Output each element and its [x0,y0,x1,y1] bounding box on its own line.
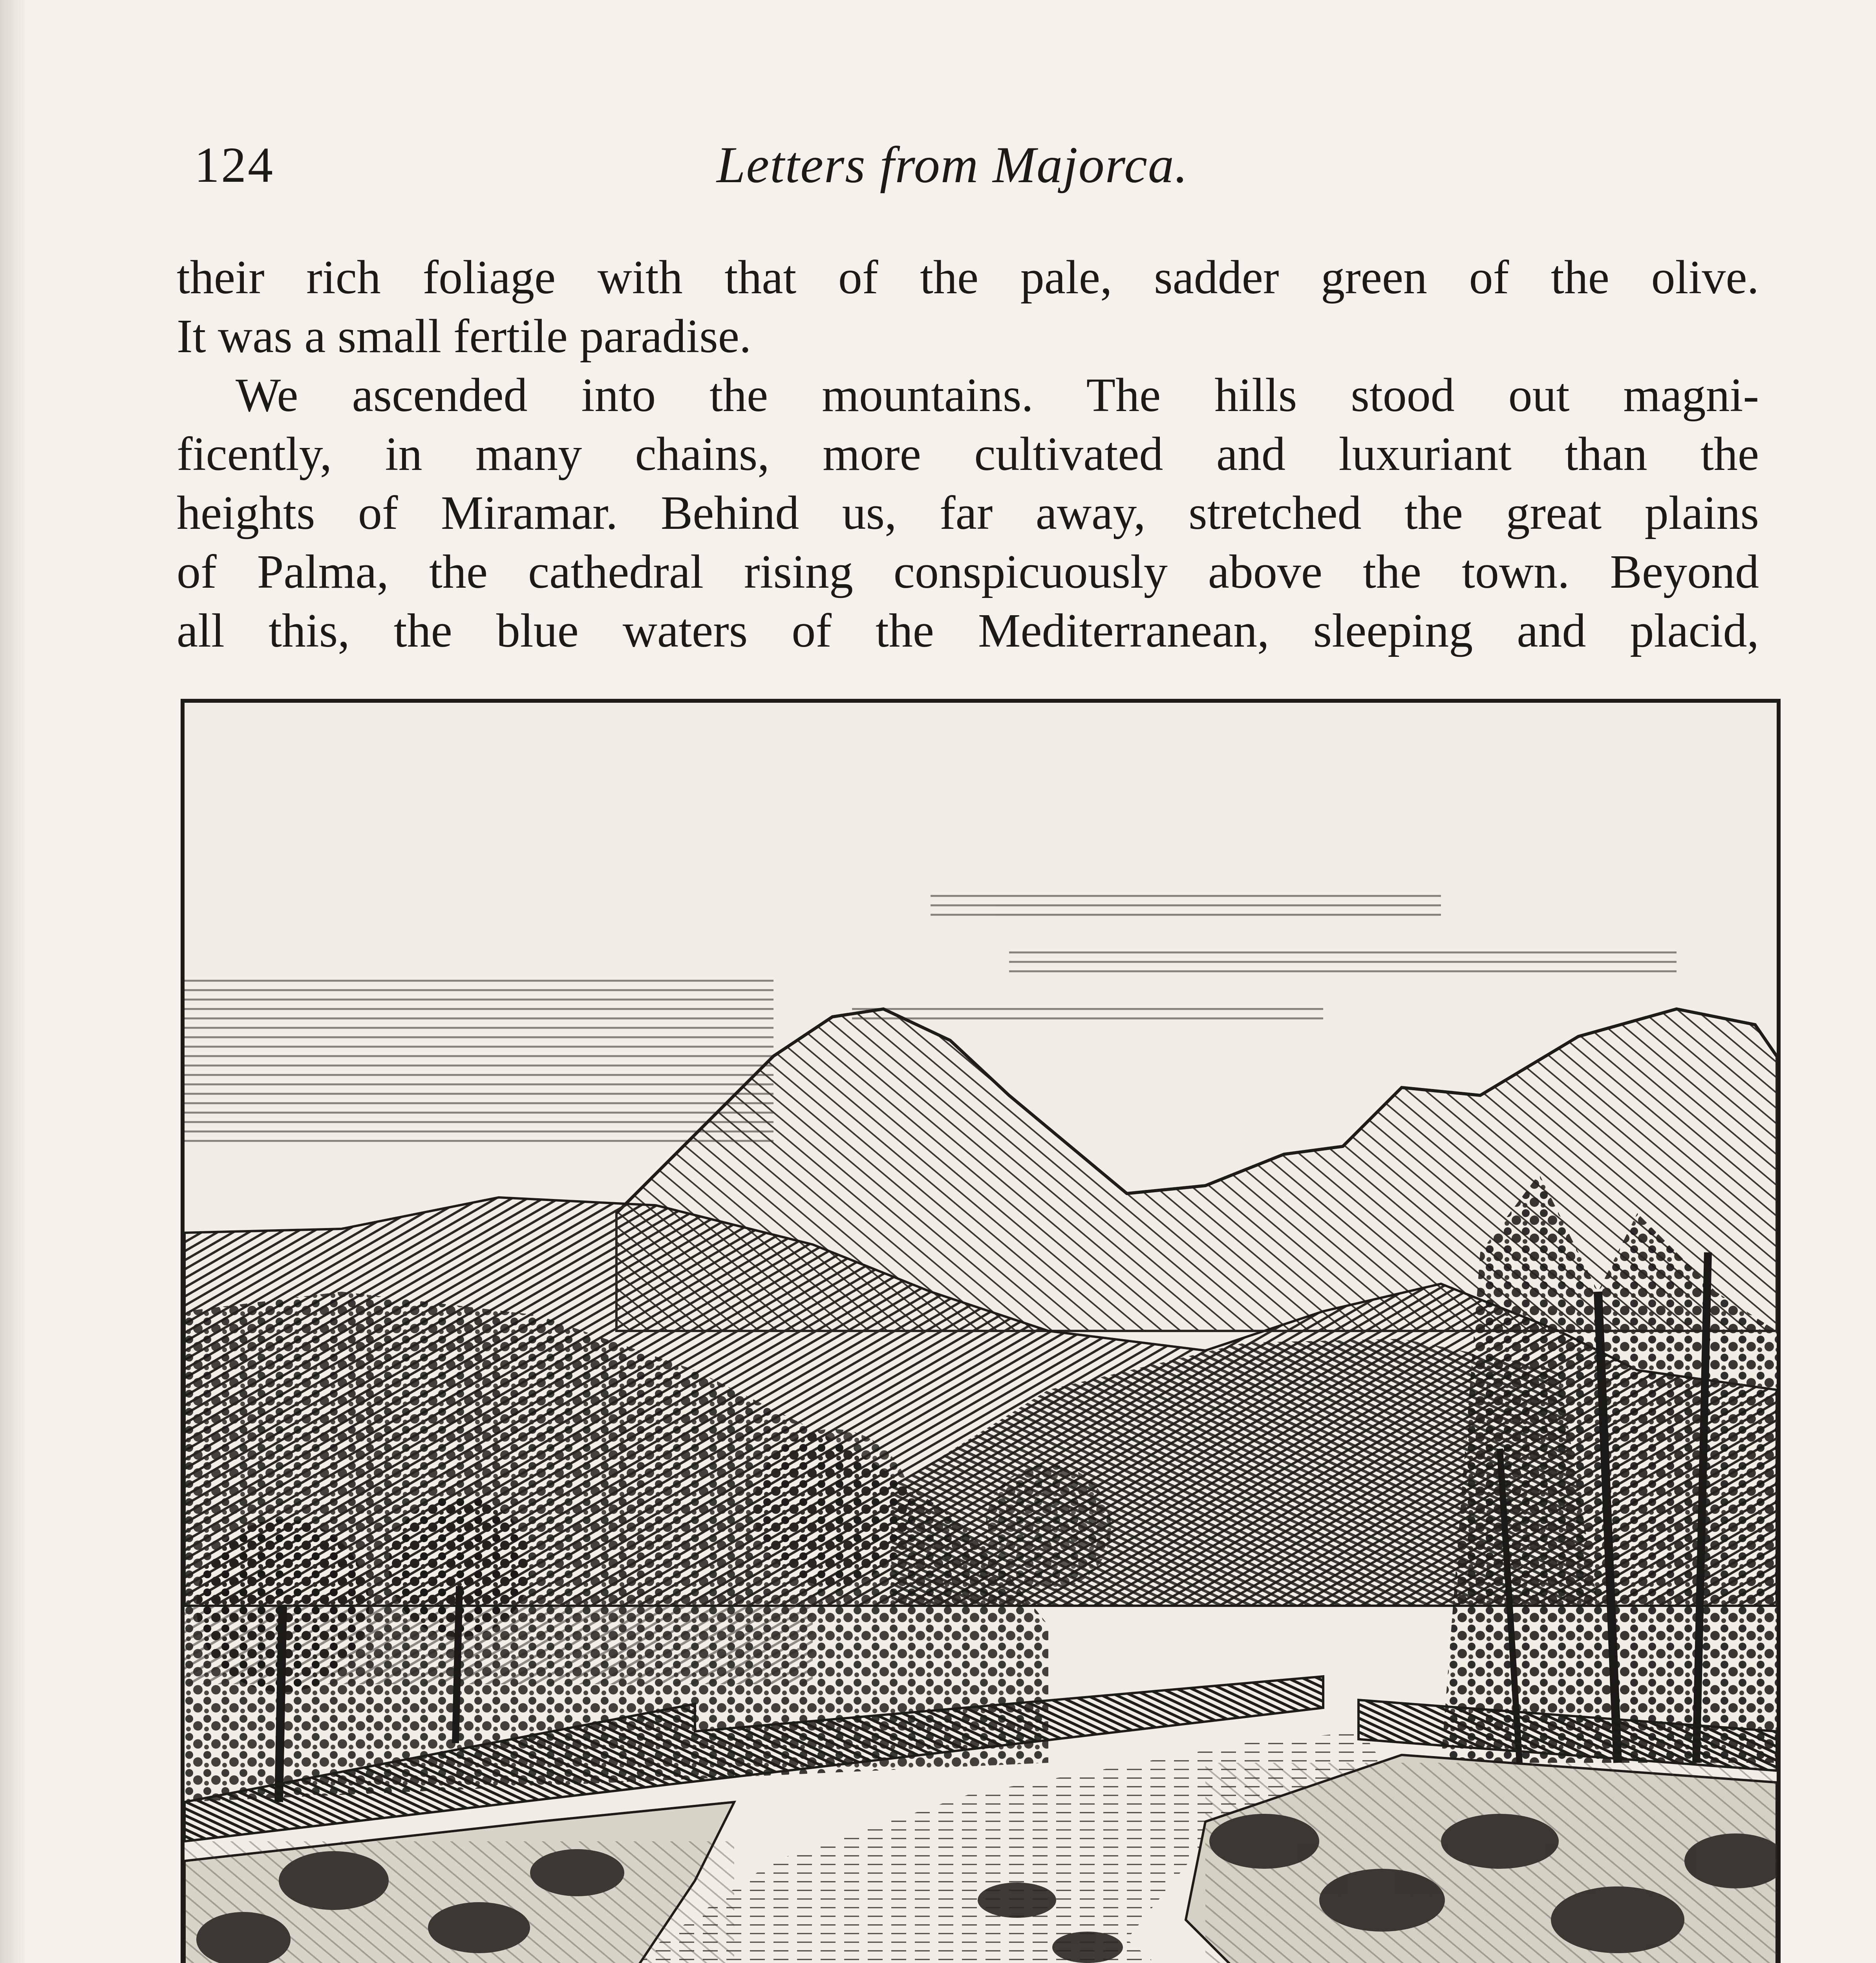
paragraph-2-line-5: all this, the blue waters of the Mediterranean, sleeping and placid, [177,604,1759,657]
page-number: 124 [194,137,274,193]
paragraph-2-line-1: We ascended into the mountains. The hills stood out magni- [236,369,1759,422]
engraving-plains-of-soller [181,699,1781,1963]
paragraph-2-line-3: heights of Miramar. Behind us, far away, stretched the great plains [177,486,1759,539]
engraving-picture [185,703,1777,1963]
paragraph-1-line-1: their rich foliage with that of the pale, sadder green of the olive. [177,251,1759,304]
running-head [194,133,1262,196]
page-gutter-shadow [0,0,27,1963]
top-text-block [177,248,1759,660]
paragraph-1-line-2: It was a small fertile paradise. [177,310,751,363]
paragraph-2-line-2: ficently, in many chains, more cultivated and luxuriant than the [177,428,1759,481]
paragraph-2-line-4: of Palma, the cathedral rising conspicuously above the town. Beyond [177,545,1759,598]
running-title: Letters from Majorca. [717,136,1188,194]
